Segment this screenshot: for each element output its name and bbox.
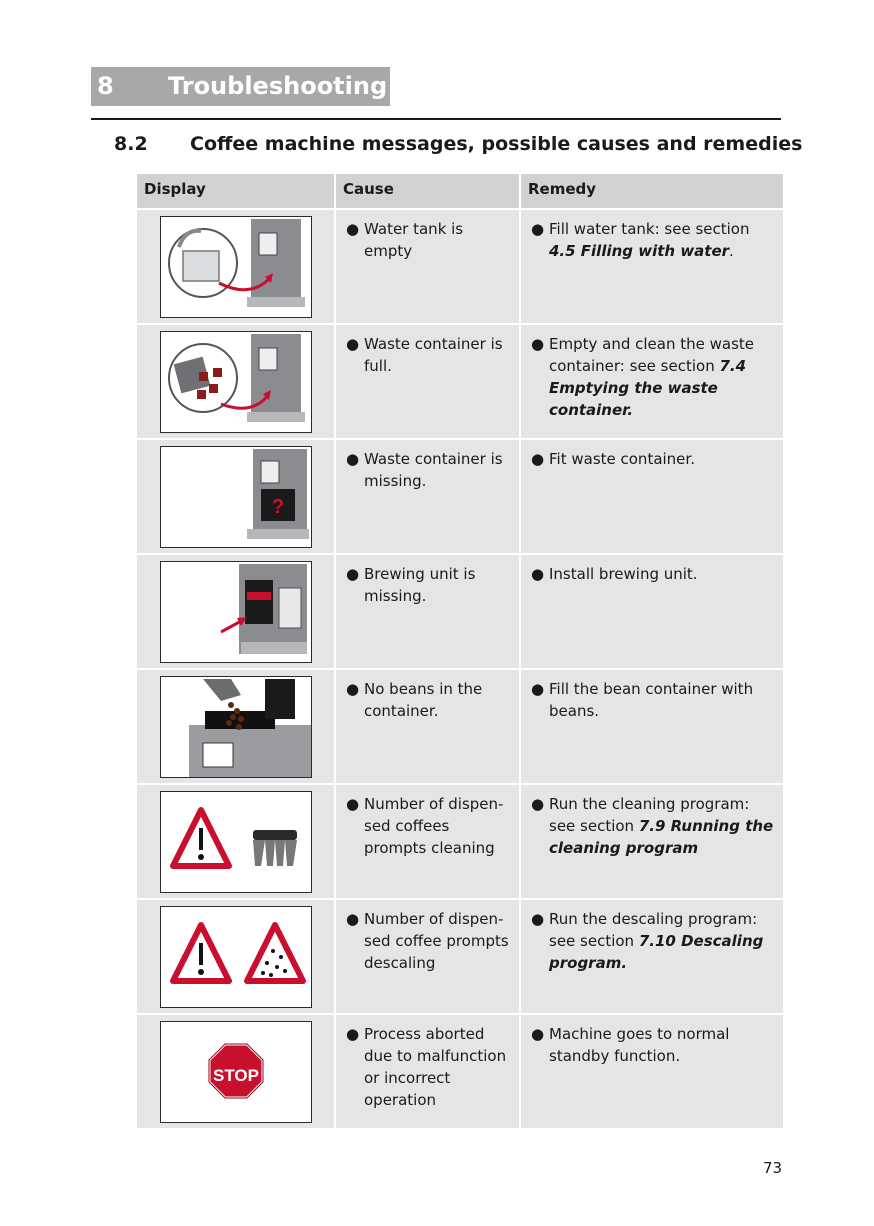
remedy-text: Run the descaling program: see section: [549, 910, 758, 950]
header-cause: Cause: [336, 174, 519, 208]
bullet-icon: ●: [346, 335, 360, 353]
display-cell: [137, 785, 334, 898]
section-number: 8.2: [114, 133, 148, 155]
bullet-icon: ●: [531, 680, 545, 698]
table-row: [137, 555, 783, 668]
no-beans-icon: [160, 676, 312, 778]
cause-text: Number of dispen- sed coffees prompts cleaning: [364, 795, 504, 857]
remedy-text: Fill the bean container with beans.: [549, 680, 754, 720]
cause-text: Waste container is missing.: [364, 450, 503, 490]
cause-cell: [336, 670, 519, 783]
cause-text: Water tank is empty: [364, 220, 464, 260]
cause-cell: [336, 325, 519, 438]
cause-cell: [336, 900, 519, 1013]
question-mark: ?: [271, 496, 284, 518]
page-number: 73: [763, 1159, 783, 1177]
remedy-text: Fit waste container.: [549, 450, 695, 468]
bullet-icon: ●: [346, 220, 360, 238]
bullet-icon: ●: [531, 335, 545, 353]
cause-text: No beans in the container.: [364, 680, 483, 720]
cause-text: Number of dispen- sed coffee prompts descaling: [364, 910, 509, 972]
table-row: [137, 670, 783, 783]
section-reference: 7.4 Emptying the waste container.: [549, 357, 747, 419]
section-title: Coffee machine messages, possible causes and remedies: [190, 133, 803, 155]
cause-text: Waste container is full.: [364, 335, 503, 375]
cause-cell: [336, 210, 519, 323]
remedy-cell: [521, 900, 783, 1013]
cause-cell: [336, 1015, 519, 1128]
waste-container-missing-icon: [160, 446, 312, 548]
chapter-banner: [91, 67, 390, 106]
display-cell: [137, 670, 334, 783]
stop-label: STOP: [212, 1066, 259, 1085]
display-cell: [137, 440, 334, 553]
bullet-icon: ●: [531, 795, 545, 813]
table-row: [137, 325, 783, 438]
table-row: [137, 1015, 783, 1128]
section-reference: 7.9 Running the cleaning program: [549, 817, 774, 857]
header-remedy: Remedy: [521, 174, 783, 208]
bullet-icon: ●: [346, 1025, 360, 1043]
remedy-text: Install brewing unit.: [549, 565, 698, 583]
scale-warning-icon: [247, 925, 303, 981]
warning-triangle-icon: [173, 810, 229, 866]
display-cell: [137, 1015, 334, 1128]
remedy-text: Machine goes to normal standby function.: [549, 1025, 730, 1065]
bullet-icon: ●: [346, 450, 360, 468]
heading-rule: [91, 118, 781, 120]
table-row: [137, 900, 783, 1013]
waste-container-full-icon: [160, 331, 312, 433]
cause-text: Brewing unit is missing.: [364, 565, 476, 605]
brewing-unit-missing-icon: [160, 561, 312, 663]
bullet-icon: ●: [531, 220, 545, 238]
cause-text: Process aborted due to malfunction or incorrect operation: [364, 1025, 507, 1109]
remedy-cell: [521, 670, 783, 783]
table-row: [137, 440, 783, 553]
cause-cell: [336, 440, 519, 553]
remedy-cell: [521, 325, 783, 438]
cause-cell: [336, 555, 519, 668]
brush-icon: [253, 830, 297, 866]
bullet-icon: ●: [346, 680, 360, 698]
remedy-cell: [521, 210, 783, 323]
display-cell: [137, 555, 334, 668]
chapter-title: Troubleshooting: [168, 72, 388, 100]
remedy-text: Run the cleaning program: see section: [549, 795, 750, 835]
bullet-icon: ●: [346, 795, 360, 813]
bullet-icon: ●: [531, 910, 545, 928]
bullet-icon: ●: [346, 565, 360, 583]
chapter-number: 8: [97, 72, 114, 100]
remedy-cell: [521, 555, 783, 668]
remedy-suffix: .: [729, 242, 734, 260]
table-header-row: [137, 174, 783, 208]
descaling-warning-icon: [160, 906, 312, 1008]
header-display: Display: [137, 174, 334, 208]
bullet-icon: ●: [346, 910, 360, 928]
cleaning-warning-icon: [160, 791, 312, 893]
remedy-cell: [521, 440, 783, 553]
remedy-cell: [521, 785, 783, 898]
bullet-icon: ●: [531, 450, 545, 468]
display-cell: [137, 325, 334, 438]
water-tank-empty-icon: [160, 216, 312, 318]
bullet-icon: ●: [531, 1025, 545, 1043]
warning-triangle-icon: [173, 925, 229, 981]
table-row: [137, 210, 783, 323]
bullet-icon: ●: [531, 565, 545, 583]
section-reference: 7.10 Descaling program.: [549, 932, 764, 972]
stop-sign-icon: [160, 1021, 312, 1123]
section-reference: 4.5 Filling with water: [549, 242, 730, 260]
cause-cell: [336, 785, 519, 898]
display-cell: [137, 210, 334, 323]
remedy-cell: [521, 1015, 783, 1128]
table-row: [137, 785, 783, 898]
remedy-text: Empty and clean the waste container: see section: [549, 335, 755, 375]
messages-table: [135, 172, 785, 1130]
display-cell: [137, 900, 334, 1013]
remedy-text: Fill water tank: see section: [549, 220, 750, 238]
